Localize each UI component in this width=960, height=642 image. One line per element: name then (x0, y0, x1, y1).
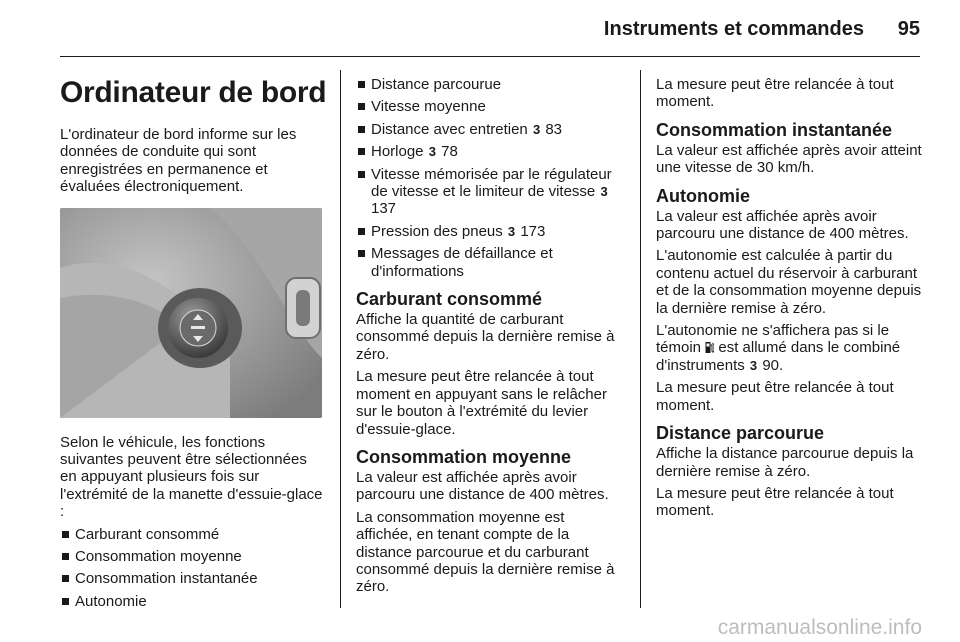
page-ref[interactable]: 78 (441, 143, 458, 161)
list-item: Vitesse moyenne (356, 98, 624, 115)
list-item: Pression des pneus 3 173 (356, 223, 624, 240)
section-title: Instruments et commandes (603, 18, 864, 40)
page-ref[interactable]: 173 (520, 222, 546, 240)
paragraph: Affiche la distance parcourue depuis la dernière remise à zéro. (656, 445, 914, 480)
header-rule (60, 56, 920, 57)
bullet-icon (62, 531, 69, 538)
bullet-icon (62, 575, 69, 582)
paragraph: La valeur est affichée après avoir atteint une vitesse de 30 km/h. (656, 141, 922, 177)
section-moyenne (356, 447, 624, 596)
bullet-icon (358, 148, 365, 155)
paragraph: L'autonomie est calculée à partir du contenu actuel du réservoir à carburant et de la consommation moyenne depuis la dernière remise à zéro. (656, 247, 922, 317)
bullet-icon (358, 250, 365, 257)
paragraph: La valeur est affichée après avoir parcouru une distance de 400 mètres. (356, 468, 609, 504)
paragraph: La valeur est affichée après avoir parcouru une distance de 400 mètres. (656, 207, 909, 243)
list-item: Distance avec entretien 3 83 (356, 121, 624, 138)
paragraph: La mesure peut être relancée à tout moment. (656, 76, 894, 111)
paragraph: Affiche la quantité de carburant consommé depuis la dernière remise à zéro. (356, 311, 615, 363)
bullet-icon (358, 171, 365, 178)
page-ref-arrow-icon: 3 (600, 184, 608, 200)
bullet-icon (62, 553, 69, 560)
paragraph: L'autonomie ne s'affichera pas si le témoin est allumé dans le combiné d'instruments 3 90. (656, 322, 901, 374)
list-item: Consommation instantanée (60, 570, 326, 587)
list-item: Consommation moyenne (60, 548, 326, 565)
list-item: Horloge 3 78 (356, 143, 624, 160)
bullet-icon (62, 598, 69, 605)
bullet-icon (358, 81, 365, 88)
column-divider (340, 70, 341, 608)
list-item: Autonomie (60, 593, 326, 610)
page-ref[interactable]: 90 (762, 356, 779, 374)
list-item: Vitesse mémorisée par le régulateur de vitesse et le limiteur de vitesse 3 137 (356, 166, 624, 218)
paragraph: La mesure peut être relancée à tout moment. (656, 379, 894, 414)
section-distance (656, 423, 922, 520)
page-ref-arrow-icon: 3 (749, 357, 758, 373)
wiper-lever-photo (60, 208, 322, 418)
watermark: carmanualsonline.info (717, 616, 922, 639)
page-ref-arrow-icon: 3 (428, 144, 436, 160)
list-item: Messages de défaillance et d'informations (356, 245, 624, 280)
page-ref[interactable]: 83 (545, 120, 563, 138)
functions-intro: Selon le véhicule, les fonctions suivantes peuvent être sélectionnées en appuyant plusieurs fois sur l'extrémité de la manette d'essuie-glace : (60, 433, 323, 521)
list-item: Carburant consommé (60, 526, 326, 543)
section-heading: Distance parcourue (656, 423, 825, 444)
bullet-icon (358, 228, 365, 235)
section-heading: Carburant consommé (356, 289, 543, 310)
page-ref-arrow-icon: 3 (507, 223, 516, 239)
functions-list (60, 526, 326, 611)
functions-list-continued (356, 76, 624, 280)
bullet-icon (358, 126, 365, 133)
section-heading: Autonomie (656, 185, 750, 206)
column-2 (356, 76, 624, 601)
column-divider (640, 70, 641, 608)
bullet-icon (358, 103, 365, 110)
column-3 (656, 76, 922, 525)
page-ref-arrow-icon: 3 (532, 121, 541, 137)
list-item: Distance parcourue (356, 76, 624, 93)
section-instantanee (656, 120, 922, 177)
section-heading: Consommation instantanée (656, 119, 893, 140)
paragraph: La mesure peut être relancée à tout moment en appuyant sans le relâcher sur le bouton à l'extrémité du levier d'essuie-glace. (356, 368, 607, 438)
section-autonomie (656, 186, 922, 414)
column-1 (60, 76, 326, 615)
intro-paragraph: L'ordinateur de bord informe sur les données de conduite qui sont enregistrées en permanence et évaluées électroniquement. (60, 126, 297, 196)
section-heading: Consommation moyenne (356, 446, 572, 467)
paragraph: La consommation moyenne est affichée, en tenant compte de la distance parcourue et du carburant consommé depuis la dernière remise à zéro. (356, 508, 615, 596)
section-carburant (356, 289, 624, 438)
page-title: Ordinateur de bord (60, 76, 327, 109)
paragraph: La mesure peut être relancée à tout moment. (656, 484, 894, 520)
page-ref[interactable]: 137 (371, 200, 397, 218)
fuel-pump-icon (705, 341, 714, 354)
page-number: 95 (897, 18, 920, 40)
